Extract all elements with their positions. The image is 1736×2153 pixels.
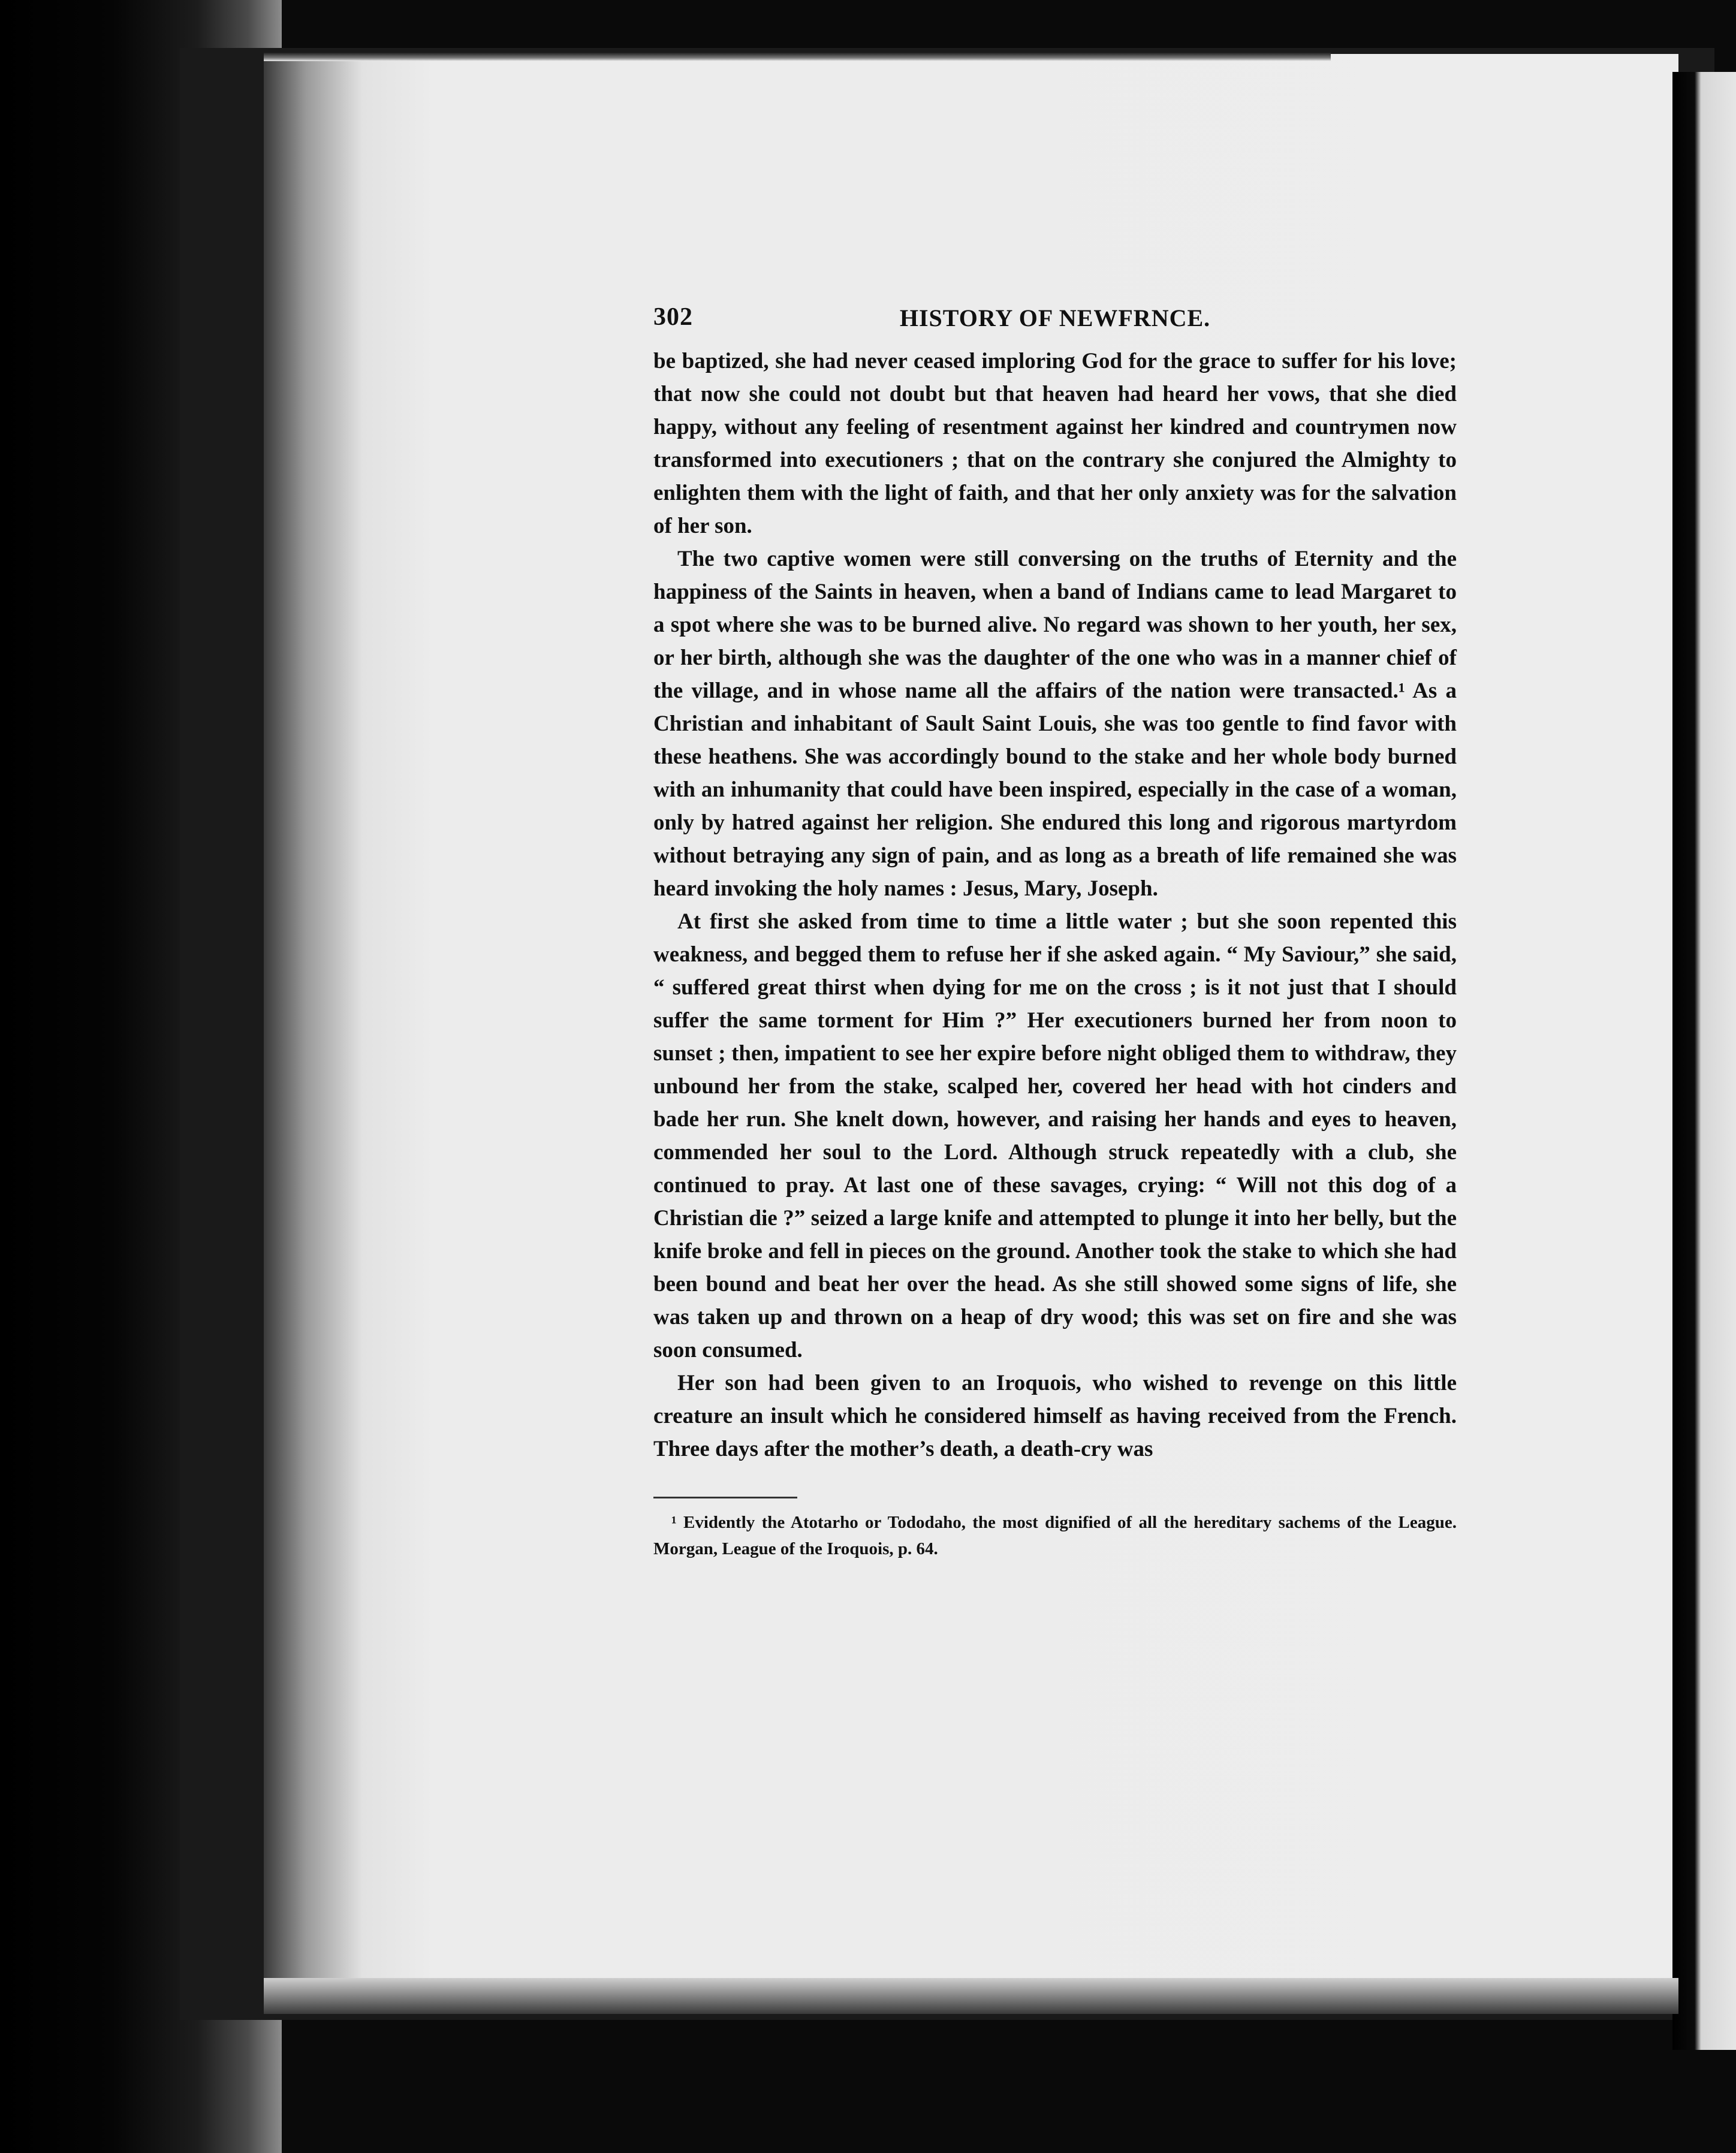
paragraph-4: Her son had been given to an Iroquois, who wished to revenge on this little creature an insult which he considered himself as having received from the French. Three days after the mother’s death, a death-cry was [653, 1371, 1457, 1461]
text-block [653, 303, 1457, 1562]
page-number: 302 [653, 303, 693, 331]
body-text [653, 345, 1457, 1466]
page-top-edge [264, 53, 1331, 61]
paragraph-2: The two captive women were still conversing on the truths of Eternity and the happiness of the Saints in heaven, when a band of Indians came to lead Margaret to a spot where she was to be burned alive. No regard was shown to her youth, her sex, or her birth, although she was the daughter of the one who was in a manner chief of the village, and in whose name all the affairs of the nation were transacted.¹ As a Christian and inhabitant of Sault Saint Louis, she was too gentle to find favor with these heathens. She was accordingly bound to the stake and her whole body burned with an inhumanity that could have been inspired, especially in the case of a woman, only by hatred against her religion. She endured this long and rigorous martyrdom without betraying any sign of pain, and as long as a breath of life remained she was heard invoking the holy names : Jesus, Mary, Joseph. [653, 547, 1457, 901]
page-bottom-edge [264, 1978, 1678, 2014]
running-head-title: HISTORY OF NEWFRNCE. [899, 304, 1211, 331]
footnote: ¹ Evidently the Atotarho or Tododaho, the most dignified of all the hereditary sachems of the League. Morgan, League of the Iroquois, p. 64. [653, 1513, 1457, 1558]
facing-page-edge [1672, 72, 1736, 2050]
footnote-rule [653, 1497, 797, 1498]
paragraph-1: be baptized, she had never ceased imploring God for the grace to suffer for his love; that now she could not doubt but that heaven had heard her vows, that she died happy, without any feeling of resentment against her kindred and countrymen now transformed into executioners ; that on the contrary she conjured the Almighty to enlighten them with the light of faith, and that her only anxiety was for the salvation of her son. [653, 349, 1457, 538]
running-head [653, 303, 1457, 345]
paragraph-3: At first she asked from time to time a little water ; but she soon repented this weakness, and begged them to refuse her if she asked again. “ My Saviour,” she said, “ suffered great thirst when dying for me on the cross ; is it not just that I should suffer the same torment for Him ?” Her executioners burned her from noon to sunset ; then, impatient to see her expire before night obliged them to withdraw, they unbound her from the stake, scalped her, covered her head with hot cinders and bade her run. She knelt down, however, and raising her hands and eyes to heaven, commended her soul to the Lord. Although struck repeatedly with a club, she continued to pray. At last one of these savages, crying: “ Will not this dog of a Christian die ?” seized a large knife and attempted to plunge it into her belly, but the knife broke and fell in pieces on the ground. Another took the stake to which she had been bound and beat her over the head. As she still showed some signs of life, she was taken up and thrown on a heap of dry wood; this was set on fire and she was soon consumed. [653, 909, 1457, 1362]
